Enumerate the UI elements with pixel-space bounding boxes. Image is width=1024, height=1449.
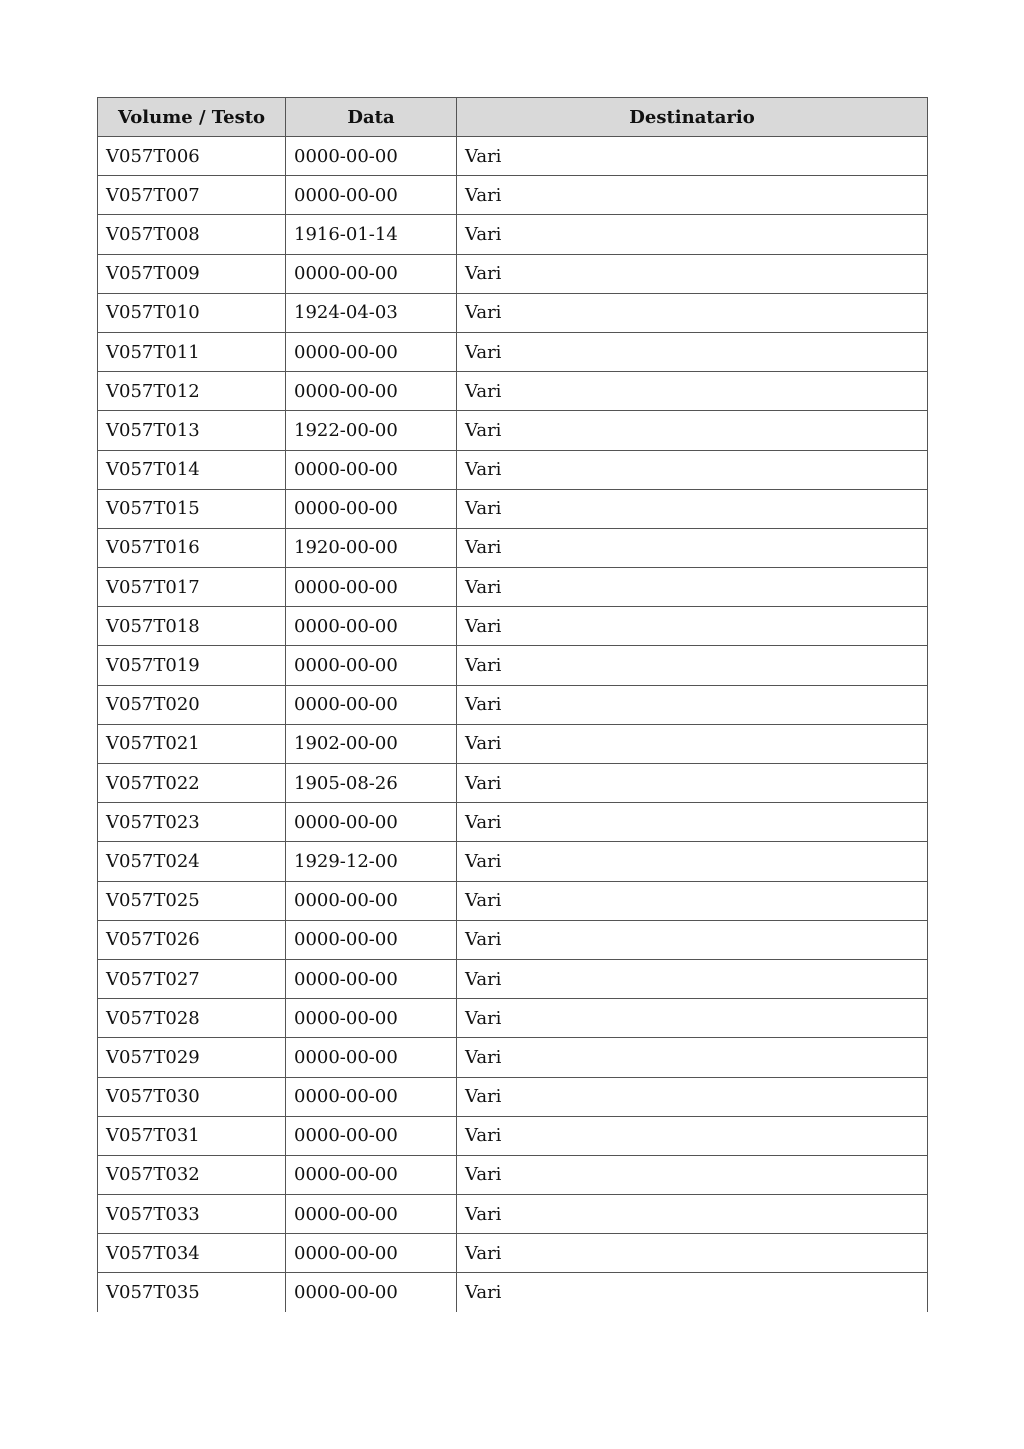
data-cell: 1905-08-26 <box>286 764 457 803</box>
destinatario-cell: Vari <box>457 724 928 763</box>
data-cell: 0000-00-00 <box>286 450 457 489</box>
data-cell: 0000-00-00 <box>286 1273 457 1312</box>
destinatario-cell: Vari <box>457 1273 928 1312</box>
volume-testo-cell: V057T025 <box>98 881 286 920</box>
volume-testo-cell: V057T034 <box>98 1234 286 1273</box>
volume-testo-cell: V057T019 <box>98 646 286 685</box>
data-cell: 0000-00-00 <box>286 137 457 176</box>
data-cell: 0000-00-00 <box>286 176 457 215</box>
volume-testo-cell: V057T024 <box>98 842 286 881</box>
volume-testo-cell: V057T017 <box>98 568 286 607</box>
volume-testo-cell: V057T023 <box>98 803 286 842</box>
data-cell: 0000-00-00 <box>286 1195 457 1234</box>
destinatario-cell: Vari <box>457 881 928 920</box>
destinatario-cell: Vari <box>457 568 928 607</box>
table-row <box>98 1273 928 1312</box>
destinatario-cell: Vari <box>457 646 928 685</box>
destinatario-cell: Vari <box>457 489 928 528</box>
volume-testo-cell: V057T015 <box>98 489 286 528</box>
data-cell: 0000-00-00 <box>286 1116 457 1155</box>
table-row <box>98 215 928 254</box>
destinatario-cell: Vari <box>457 293 928 332</box>
volume-testo-cell: V057T029 <box>98 1038 286 1077</box>
data-cell: 0000-00-00 <box>286 920 457 959</box>
destinatario-cell: Vari <box>457 137 928 176</box>
table-row <box>98 411 928 450</box>
destinatario-cell: Vari <box>457 920 928 959</box>
destinatario-cell: Vari <box>457 803 928 842</box>
volume-testo-cell: V057T013 <box>98 411 286 450</box>
table-row <box>98 254 928 293</box>
table-row <box>98 685 928 724</box>
table-row <box>98 528 928 567</box>
data-cell: 1920-00-00 <box>286 528 457 567</box>
destinatario-cell: Vari <box>457 411 928 450</box>
volume-testo-cell: V057T027 <box>98 959 286 998</box>
destinatario-cell: Vari <box>457 1195 928 1234</box>
table-row <box>98 803 928 842</box>
data-cell: 0000-00-00 <box>286 489 457 528</box>
table-header <box>98 98 928 137</box>
data-cell: 0000-00-00 <box>286 1234 457 1273</box>
data-cell: 0000-00-00 <box>286 646 457 685</box>
destinatario-cell: Vari <box>457 607 928 646</box>
volume-testo-cell: V057T006 <box>98 137 286 176</box>
data-cell: 0000-00-00 <box>286 568 457 607</box>
volume-testo-cell: V057T031 <box>98 1116 286 1155</box>
data-cell: 0000-00-00 <box>286 1077 457 1116</box>
destinatario-cell: Vari <box>457 528 928 567</box>
table-row <box>98 568 928 607</box>
destinatario-cell: Vari <box>457 450 928 489</box>
column-header-volume-testo: Volume / Testo <box>98 98 286 137</box>
table-row <box>98 293 928 332</box>
volume-testo-cell: V057T007 <box>98 176 286 215</box>
table-row <box>98 842 928 881</box>
volume-testo-cell: V057T016 <box>98 528 286 567</box>
table-row <box>98 1077 928 1116</box>
destinatario-cell: Vari <box>457 254 928 293</box>
header-row <box>98 98 928 137</box>
destinatario-cell: Vari <box>457 215 928 254</box>
table-row <box>98 489 928 528</box>
table-row <box>98 959 928 998</box>
volume-testo-cell: V057T028 <box>98 999 286 1038</box>
volume-testo-cell: V057T011 <box>98 332 286 371</box>
data-cell: 0000-00-00 <box>286 254 457 293</box>
volume-testo-cell: V057T033 <box>98 1195 286 1234</box>
volume-testo-cell: V057T009 <box>98 254 286 293</box>
table-row <box>98 1155 928 1194</box>
table-row <box>98 646 928 685</box>
table-row <box>98 1234 928 1273</box>
data-cell: 1916-01-14 <box>286 215 457 254</box>
table-row <box>98 999 928 1038</box>
destinatario-cell: Vari <box>457 332 928 371</box>
data-cell: 0000-00-00 <box>286 332 457 371</box>
register-table <box>97 97 928 1312</box>
data-cell: 1922-00-00 <box>286 411 457 450</box>
data-cell: 0000-00-00 <box>286 959 457 998</box>
table-row <box>98 1116 928 1155</box>
data-cell: 0000-00-00 <box>286 1038 457 1077</box>
table-row <box>98 176 928 215</box>
volume-testo-cell: V057T008 <box>98 215 286 254</box>
table-row <box>98 332 928 371</box>
volume-testo-cell: V057T030 <box>98 1077 286 1116</box>
table-row <box>98 764 928 803</box>
destinatario-cell: Vari <box>457 1077 928 1116</box>
data-cell: 0000-00-00 <box>286 607 457 646</box>
volume-testo-cell: V057T020 <box>98 685 286 724</box>
table-row <box>98 372 928 411</box>
destinatario-cell: Vari <box>457 999 928 1038</box>
volume-testo-cell: V057T012 <box>98 372 286 411</box>
table-row <box>98 920 928 959</box>
destinatario-cell: Vari <box>457 764 928 803</box>
data-cell: 0000-00-00 <box>286 881 457 920</box>
destinatario-cell: Vari <box>457 1038 928 1077</box>
data-cell: 0000-00-00 <box>286 685 457 724</box>
volume-testo-cell: V057T018 <box>98 607 286 646</box>
volume-testo-cell: V057T026 <box>98 920 286 959</box>
destinatario-cell: Vari <box>457 959 928 998</box>
data-cell: 0000-00-00 <box>286 803 457 842</box>
table-row <box>98 1038 928 1077</box>
data-cell: 1929-12-00 <box>286 842 457 881</box>
volume-testo-cell: V057T010 <box>98 293 286 332</box>
table-row <box>98 724 928 763</box>
data-cell: 0000-00-00 <box>286 1155 457 1194</box>
table-row <box>98 1195 928 1234</box>
data-cell: 0000-00-00 <box>286 999 457 1038</box>
destinatario-cell: Vari <box>457 1234 928 1273</box>
table-row <box>98 881 928 920</box>
volume-testo-cell: V057T035 <box>98 1273 286 1312</box>
table-row <box>98 450 928 489</box>
destinatario-cell: Vari <box>457 176 928 215</box>
data-cell: 0000-00-00 <box>286 372 457 411</box>
destinatario-cell: Vari <box>457 372 928 411</box>
table-row <box>98 137 928 176</box>
destinatario-cell: Vari <box>457 842 928 881</box>
destinatario-cell: Vari <box>457 1116 928 1155</box>
column-header-data: Data <box>286 98 457 137</box>
volume-testo-cell: V057T032 <box>98 1155 286 1194</box>
table-body <box>98 137 928 1313</box>
table-row <box>98 607 928 646</box>
volume-testo-cell: V057T014 <box>98 450 286 489</box>
data-cell: 1902-00-00 <box>286 724 457 763</box>
data-cell: 1924-04-03 <box>286 293 457 332</box>
volume-testo-cell: V057T022 <box>98 764 286 803</box>
destinatario-cell: Vari <box>457 1155 928 1194</box>
volume-testo-cell: V057T021 <box>98 724 286 763</box>
destinatario-cell: Vari <box>457 685 928 724</box>
column-header-destinatario: Destinatario <box>457 98 928 137</box>
